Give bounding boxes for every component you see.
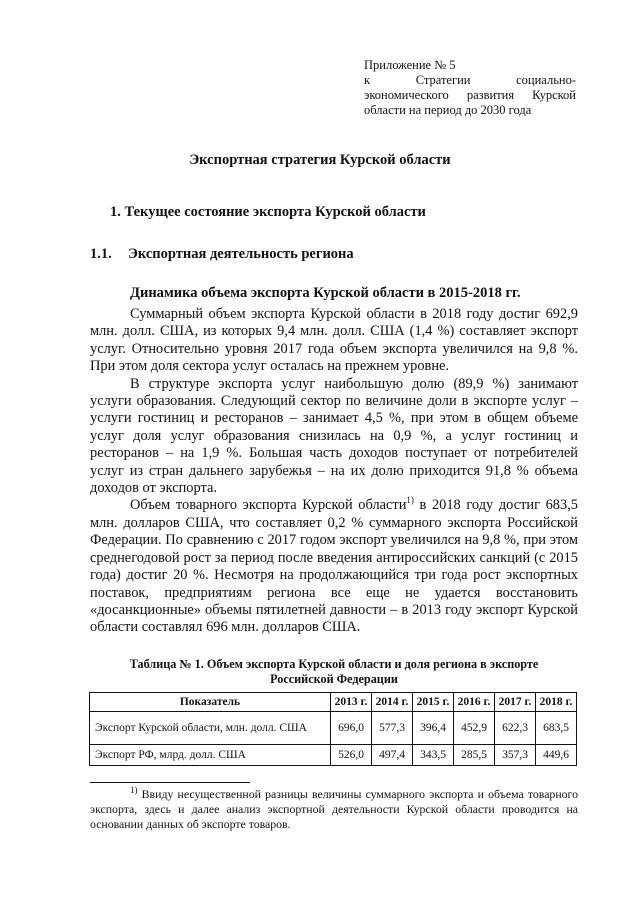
paragraph-1: Суммарный объем экспорта Курской области в 2018 году достиг 692,9 млн. долл. США, из которых 9,4 млн. долл. США (1,4 %) составляет экспорт услуг. Относительно уровня 2017 года объем экспорта увеличился на 9,8 %. При этом доля сектора услуг осталась на прежнем уровне. — [90, 306, 578, 375]
footnote-text: Ввиду несущественной разницы величины суммарного экспорта и объема товарного экспорта, здесь и далее анализ экспортной деятельности Курской области проводится на основании данных об экспорте товаров. — [90, 787, 578, 831]
footnote-reference: 1) — [406, 495, 414, 506]
header-2018: 2018 г. — [536, 693, 577, 712]
cell-value: 357,3 — [495, 745, 536, 766]
header-2014: 2014 г. — [372, 693, 413, 712]
section-1-1-heading — [90, 246, 354, 263]
table-row — [90, 745, 577, 766]
cell-value: 396,4 — [413, 712, 454, 745]
body-text — [90, 306, 578, 637]
section-1-1-title: Экспортная деятельность региона — [128, 246, 354, 262]
document-title: Экспортная стратегия Курской области — [189, 152, 451, 168]
header-2015: 2015 г. — [413, 693, 454, 712]
cell-value: 497,4 — [372, 745, 413, 766]
row-label: Экспорт РФ, млрд. долл. США — [90, 745, 331, 766]
section-1-1-number: 1.1. — [90, 246, 112, 262]
table-caption-line-1: Таблица № 1. Объем экспорта Курской области и доля региона в экспорте — [129, 657, 539, 671]
subheading-export-dynamics: Динамика объема экспорта Курской области в 2015-2018 гг. — [130, 285, 521, 301]
cell-value: 343,5 — [413, 745, 454, 766]
header-2016: 2016 г. — [454, 693, 495, 712]
footnote-divider — [90, 782, 250, 783]
cell-value: 577,3 — [372, 712, 413, 745]
cell-value: 683,5 — [536, 712, 577, 745]
footnote-mark: 1) — [130, 785, 138, 796]
cell-value: 526,0 — [331, 745, 372, 766]
paragraph-3-end: в 2018 году достиг 683,5 млн. долларов США, что составляет 0,2 % суммарного экспорта Российской Федерации. По сравнению с 2017 годом экспорт увеличился на 9,8 %, при этом среднегодовой рост за период после введения антироссийских санкций (с 2015 года) достиг 20 %. Несмотря на продолжающийся три года рост экспортных поставок, предприятиям региона все еще не удается восстановить «досанкционные» объемы пятилетней давности – в 2013 году экспорт Курской области составлял 696 млн. долларов США. — [90, 497, 578, 636]
header-2017: 2017 г. — [495, 693, 536, 712]
header-2013: 2013 г. — [331, 693, 372, 712]
appendix-line-4: области на период до 2030 года — [364, 103, 532, 117]
header-indicator: Показатель — [90, 693, 331, 712]
export-table — [89, 692, 577, 766]
footnote — [90, 787, 578, 832]
cell-value: 696,0 — [331, 712, 372, 745]
appendix-line-3: экономического развития Курской — [364, 88, 576, 102]
paragraph-3 — [90, 497, 578, 636]
table-header-row — [90, 693, 577, 712]
table-row — [90, 712, 577, 745]
cell-value: 285,5 — [454, 745, 495, 766]
table-caption — [90, 657, 578, 687]
appendix-line-1: Приложение № 5 — [364, 58, 456, 72]
cell-value: 452,9 — [454, 712, 495, 745]
cell-value: 622,3 — [495, 712, 536, 745]
paragraph-2: В структуре экспорта услуг наибольшую долю (89,9 %) занимают услуги образования. Следующий сектор по величине доли в экспорте услуг – услуги гостиниц и ресторанов – занимает 4,5 %, при этом в общем объеме услуг доля услуг образования снизилась на 0,9 %, а услуг гостиниц и ресторанов – на 1,9 %. Большая часть доходов поступает от потребителей услуг из стран дальнего зарубежья – на их долю приходится 91,8 % объема доходов от экспорта. — [90, 375, 578, 497]
appendix-line-2: к Стратегии социально- — [364, 73, 576, 87]
appendix-reference — [364, 58, 576, 118]
section-1-heading: 1. Текущее состояние экспорта Курской области — [110, 204, 426, 220]
paragraph-3-start: Объем товарного экспорта Курской области — [130, 497, 407, 514]
cell-value: 449,6 — [536, 745, 577, 766]
row-label: Экспорт Курской области, млн. долл. США — [90, 712, 331, 745]
table-caption-line-2: Российской Федерации — [270, 672, 398, 686]
